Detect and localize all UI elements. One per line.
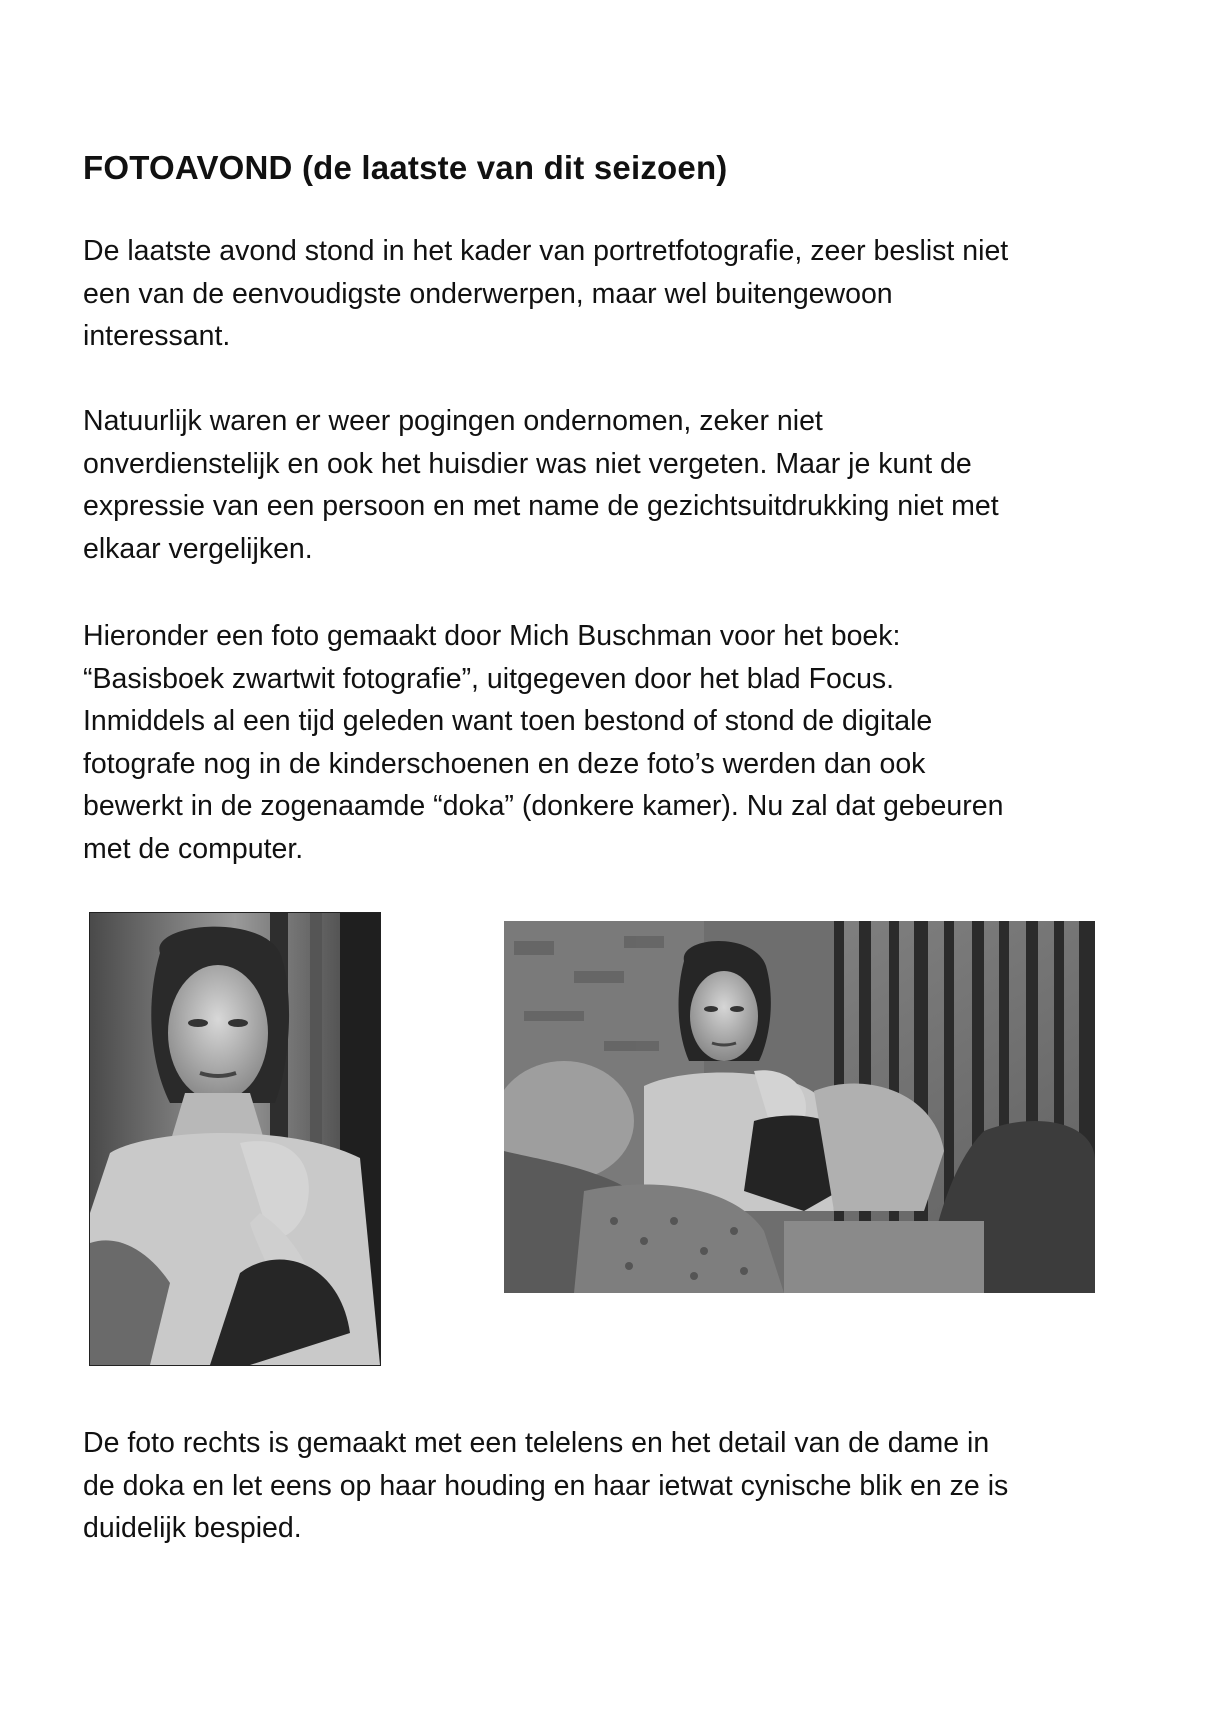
telelens-scene-image (504, 921, 1095, 1293)
page-title: FOTOAVOND (de laatste van dit seizoen) (83, 149, 728, 186)
paragraph-photo-explanation: De foto rechts is gemaakt met een telelens en het detail van de dame in de doka en let eens op haar houding en haar ietwat cynische blik en ze is duidelijk bespied. (83, 1427, 1009, 1544)
portrait-detail-image (90, 913, 380, 1365)
paragraph-attempts: Natuurlijk waren er weer pogingen ondernomen, zeker niet onverdienstelijk en ook het huisdier was niet vergeten. Maar je kunt de expressie van een persoon en met name de gezichtsuitdrukking niet met elkaar vergelijken. (83, 405, 999, 565)
telelens-scene-photo (504, 921, 1095, 1293)
portrait-detail-photo (89, 912, 381, 1366)
paragraph-photo-source: Hieronder een foto gemaakt door Mich Buschman voor het boek: “Basisboek zwartwit fotografie”, uitgegeven door het blad Focus. Inmiddels al een tijd geleden want toen bestond of stond de digitale fotografe nog in de kinderschoenen en deze foto’s werden dan ook bewerkt in de zogenaamde “doka” (donkere kamer). Nu zal dat gebeuren met de computer. (83, 620, 1004, 865)
paragraph-intro: De laatste avond stond in het kader van portretfotografie, zeer beslist niet een van de eenvoudigste onderwerpen, maar wel buitengewoon interessant. (83, 235, 1009, 352)
